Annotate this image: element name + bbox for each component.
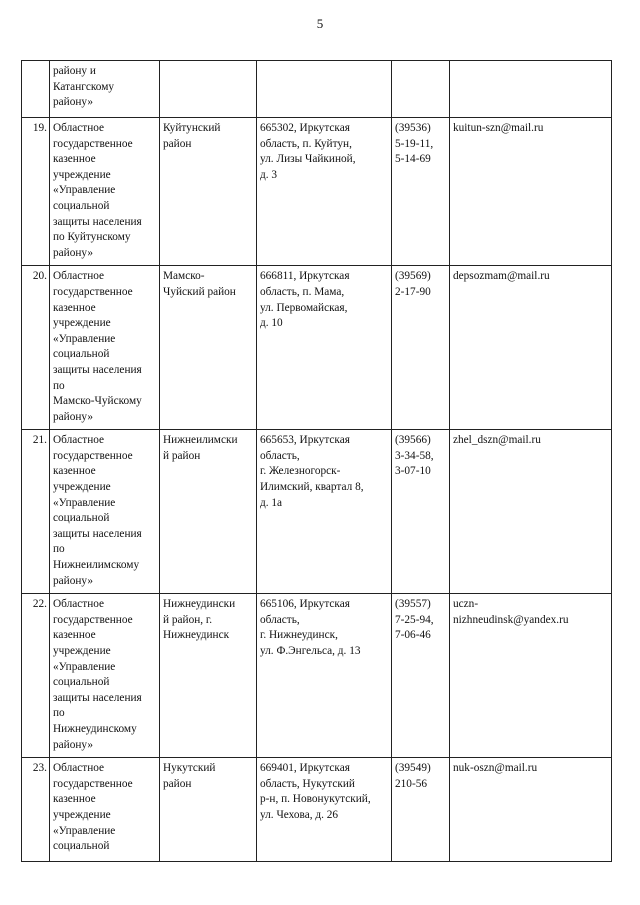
organization-name: Областное государственное казенное учреждение «Управление социальной <box>50 758 160 862</box>
district <box>160 61 257 118</box>
organization-name: Областное государственное казенное учреждение «Управление социальной защиты населения по Мамско-Чуйскому району» <box>50 266 160 430</box>
organization-name: Областное государственное казенное учреждение «Управление социальной защиты населения по Нижнеудинскому району» <box>50 594 160 758</box>
table-row <box>22 430 612 594</box>
row-number: 20. <box>22 266 50 430</box>
email: zhel_dszn@mail.ru <box>450 430 612 594</box>
organization-name: Областное государственное казенное учреждение «Управление социальной защиты населения по Куйтунскому району» <box>50 118 160 266</box>
address: 665653, Иркутская область, г. Железногорск- Илимский, квартал 8, д. 1а <box>257 430 392 594</box>
email <box>450 61 612 118</box>
table-row <box>22 61 612 118</box>
address: 666811, Иркутская область, п. Мама, ул. Первомайская, д. 10 <box>257 266 392 430</box>
email: uczn- nizhneudinsk@yandex.ru <box>450 594 612 758</box>
phone: (39536) 5-19-11, 5-14-69 <box>392 118 450 266</box>
address: 665106, Иркутская область, г. Нижнеудинск, ул. Ф.Энгельса, д. 13 <box>257 594 392 758</box>
address: 665302, Иркутская область, п. Куйтун, ул. Лизы Чайкиной, д. 3 <box>257 118 392 266</box>
phone <box>392 61 450 118</box>
table-row <box>22 266 612 430</box>
address <box>257 61 392 118</box>
row-number: 23. <box>22 758 50 862</box>
institutions-table <box>21 60 612 862</box>
phone: (39569) 2-17-90 <box>392 266 450 430</box>
organization-name: Областное государственное казенное учреждение «Управление социальной защиты населения по Нижнеилимскому району» <box>50 430 160 594</box>
district: Нижнеилимски й район <box>160 430 257 594</box>
row-number <box>22 61 50 118</box>
email: kuitun-szn@mail.ru <box>450 118 612 266</box>
row-number: 21. <box>22 430 50 594</box>
page-number: 5 <box>316 16 324 31</box>
email: depsozmam@mail.ru <box>450 266 612 430</box>
phone: (39557) 7-25-94, 7-06-46 <box>392 594 450 758</box>
district: Нукутский район <box>160 758 257 862</box>
phone: (39566) 3-34-58, 3-07-10 <box>392 430 450 594</box>
table-row <box>22 594 612 758</box>
address: 669401, Иркутская область, Нукутский р-н, п. Новонукутский, ул. Чехова, д. 26 <box>257 758 392 862</box>
table-row <box>22 118 612 266</box>
district: Куйтунский район <box>160 118 257 266</box>
row-number: 22. <box>22 594 50 758</box>
email: nuk-oszn@mail.ru <box>450 758 612 862</box>
district: Нижнеудински й район, г. Нижнеудинск <box>160 594 257 758</box>
table-row <box>22 758 612 862</box>
phone: (39549) 210-56 <box>392 758 450 862</box>
district: Мамско- Чуйский район <box>160 266 257 430</box>
organization-name: району и Катангскому району» <box>50 61 160 118</box>
row-number: 19. <box>22 118 50 266</box>
